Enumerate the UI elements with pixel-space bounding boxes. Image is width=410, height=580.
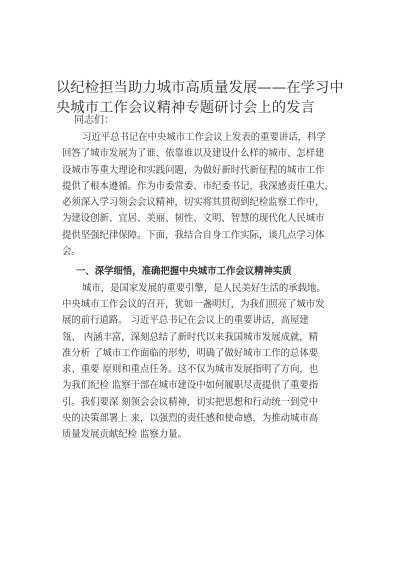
title-line: 以纪检担当助力城市高质量发展——在学习中	[56, 80, 344, 96]
text-line: 设城市等重大理论和实践问题，为做好新时代新征程的城市工作	[62, 164, 325, 176]
text-line: 中央城市工作会议的召开，犹如一盏明灯，为我们照亮了城市发	[62, 298, 325, 310]
paragraph-2	[62, 281, 360, 444]
text-line: 必须深入学习领会会议精神，切实将其贯彻到纪检监察工作中，	[62, 197, 325, 209]
section-heading: 一、深学细悟，准确把握中央城市工作会议精神实质	[76, 266, 292, 278]
paragraph-1	[62, 130, 360, 260]
text-line: 展的前行道路。 习近平总书记在会议上的重要讲话，高屋建	[62, 315, 309, 327]
text-line: 提供坚强纪律保障。下面，我结合自身工作实际，谈几点学习体	[62, 229, 325, 241]
text-line: 提供了根本遵循。作为市委常委、市纪委书记，我深感责任重大，	[62, 180, 334, 192]
text-line: 引。我们要深 刻领会会议精神，切实把思想和行动统一到党中	[62, 396, 319, 408]
text-line: 央的决策部署上 来，以强烈的责任感和使命感，为推动城市高	[62, 413, 319, 425]
title-line: 央城市工作会议精神专题研讨会上的发言	[56, 100, 315, 116]
text-line: 为我们纪检 监察干部在城市建设中如何履职尽责提供了重要指	[62, 380, 319, 392]
text-line: 瓴、 内涵丰富，深刻总结了新时代以来我国城市发展成就，精	[62, 331, 319, 343]
document-title	[56, 78, 366, 118]
text-line: 求、重要 原则和重点任务。这不仅为城市发展指明了方向，也	[62, 364, 319, 376]
text-line: 为建设创新、宜居、美丽、韧性、文明、智慧的现代化人民城市	[62, 213, 325, 225]
text-line: 回答了城市发展为了谁、依靠谁以及建设什么样的城市、怎样建	[62, 148, 325, 160]
text-line: 习近平总书记在中央城市工作会议上发表的重要讲话，科学	[82, 132, 326, 143]
text-line: 会。	[62, 246, 81, 258]
text-line: 质量发展贡献纪检 监察力量。	[62, 429, 187, 441]
text-line: 城市，是国家发展的重要引擎，是人民美好生活的承载地。	[82, 282, 326, 294]
text-line: 准分析 了城市工作面临的形势，明确了做好城市工作的总体要	[62, 347, 319, 359]
greeting: 同志们：	[74, 115, 114, 126]
document-body	[62, 130, 360, 444]
